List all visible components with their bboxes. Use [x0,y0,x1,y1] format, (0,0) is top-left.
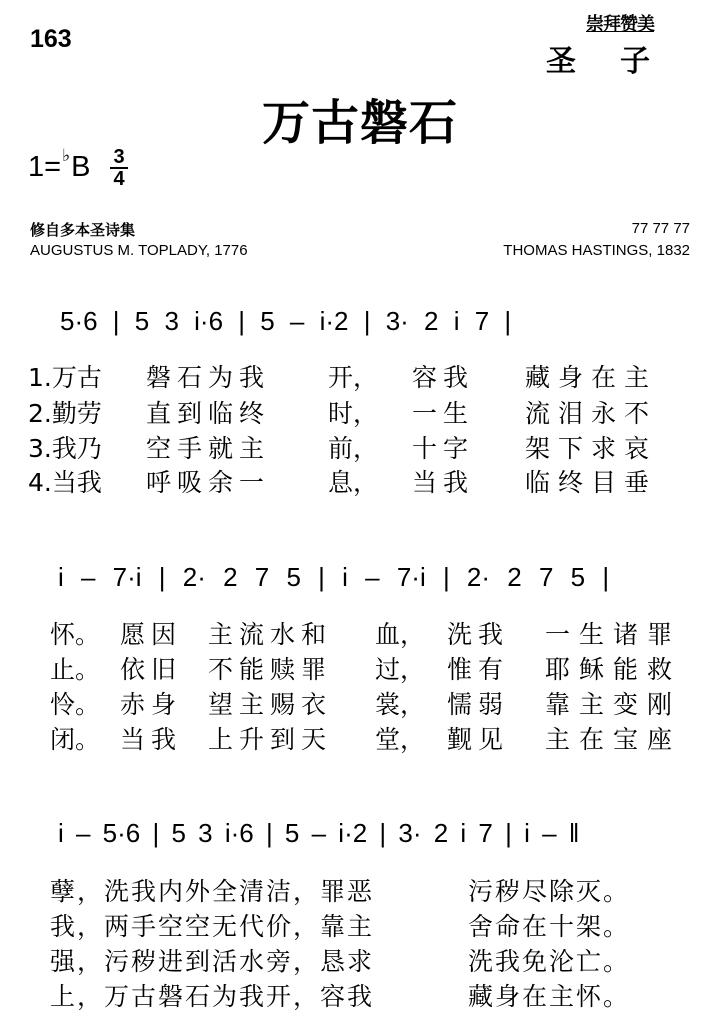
page-number: 163 [30,25,72,53]
key-prefix: 1= [28,151,62,183]
lyric-seg: 3.我乃 [28,434,102,463]
lyric-seg: 息， [328,468,379,497]
lyric-seg: 容我 [412,363,475,392]
time-signature-bottom: 4 [113,168,125,190]
lyric-seg: 孽，洗我内外全清洁，罪恶 [50,877,375,906]
lyric-seg: 怜。 [50,690,101,719]
lyric-seg: 上，万古磐石为我开，容我 [50,982,375,1011]
lyric-seg: 呼吸余一 [146,468,271,497]
flat-sign: ♭ [62,146,71,165]
notation-system-2 [58,562,609,592]
notation-line-1: 5·6 | 5 3 i·6 | 5 – i·2 | 3· 2 i 7 | [60,306,512,336]
lyric-seg: 觐见 [447,725,510,754]
lyric-seg: 不能赎罪 [208,655,333,684]
lyric-seg: 时， [328,399,379,428]
key-note: B [71,151,91,183]
lyric-seg: 洗我 [447,620,510,649]
source-note: 修自多本圣诗集 [30,222,136,239]
lyric-seg: 惟有 [447,655,510,684]
lyric-seg: 十字 [412,434,475,463]
lyric-seg: 上升到天 [208,725,333,754]
lyric-seg: 依旧 [120,655,183,684]
category-bottom: 圣子 [546,44,694,79]
lyric-seg: 2.勤劳 [28,399,102,428]
lyric-seg: 藏身在主 [525,363,658,392]
lyric-seg: 4.当我 [28,468,102,497]
lyric-seg: 1.万古 [28,363,102,392]
lyric-seg: 直到临终 [146,399,271,428]
lyric-seg: 舍命在十架。 [468,912,631,941]
notation-line-2: i – 7·i | 2· 2 7 5 | i – 7·i | 2· 2 7 5 | [58,562,610,592]
song-title: 万古磐石 [261,95,458,151]
lyric-seg: 洗我免沦亡。 [468,947,631,976]
lyric-seg: 靠主变刚 [545,690,682,719]
category-top: 崇拜赞美 [586,14,654,35]
lyric-seg: 藏身在主怀。 [468,982,631,1011]
lyric-seg: 赤身 [120,690,183,719]
notation-line-3: i – 5·6 | 5 3 i·6 | 5 – i·2 | 3· 2 i 7 | i – ‖ [58,818,580,848]
lyric-seg: 前， [328,434,379,463]
lyric-seg: 堂， [375,725,426,754]
lyric-seg: 污秽尽除灭。 [468,877,631,906]
notation-system-1 [60,306,511,336]
lyric-seg: 耶稣能救 [545,655,682,684]
lyric-seg: 一生诸罪 [545,620,682,649]
notation-system-3 [58,818,580,848]
meter: 77 77 77 [631,220,690,237]
lyric-seg: 当我 [120,725,183,754]
lyric-seg: 裳， [375,690,426,719]
lyric-seg: 当我 [412,468,475,497]
composer-credit: THOMAS HASTINGS, 1832 [503,242,690,259]
lyric-seg: 懦弱 [447,690,510,719]
lyric-seg: 开， [328,363,379,392]
lyric-seg: 闭。 [50,725,101,754]
lyric-seg: 怀。 [50,620,101,649]
lyric-seg: 空手就主 [146,434,271,463]
author-credit: AUGUSTUS M. TOPLADY, 1776 [30,242,248,259]
lyric-seg: 主流水和 [208,620,333,649]
lyric-seg: 望主赐衣 [208,690,333,719]
lyric-seg: 愿因 [120,620,183,649]
lyric-seg: 磐石为我 [146,363,271,392]
lyric-seg: 一生 [412,399,475,428]
lyric-seg: 我，两手空空无代价，靠主 [50,912,375,941]
lyric-seg: 强，污秽进到活水旁，恳求 [50,947,375,976]
lyric-seg: 止。 [50,655,101,684]
lyric-seg: 临终目垂 [525,468,658,497]
lyric-seg: 主在宝座 [545,725,682,754]
time-signature-top: 3 [110,147,128,169]
lyric-seg: 血， [375,620,426,649]
lyric-seg: 过， [375,655,426,684]
lyric-seg: 架下求哀 [525,434,658,463]
lyric-seg: 流泪永不 [525,399,658,428]
